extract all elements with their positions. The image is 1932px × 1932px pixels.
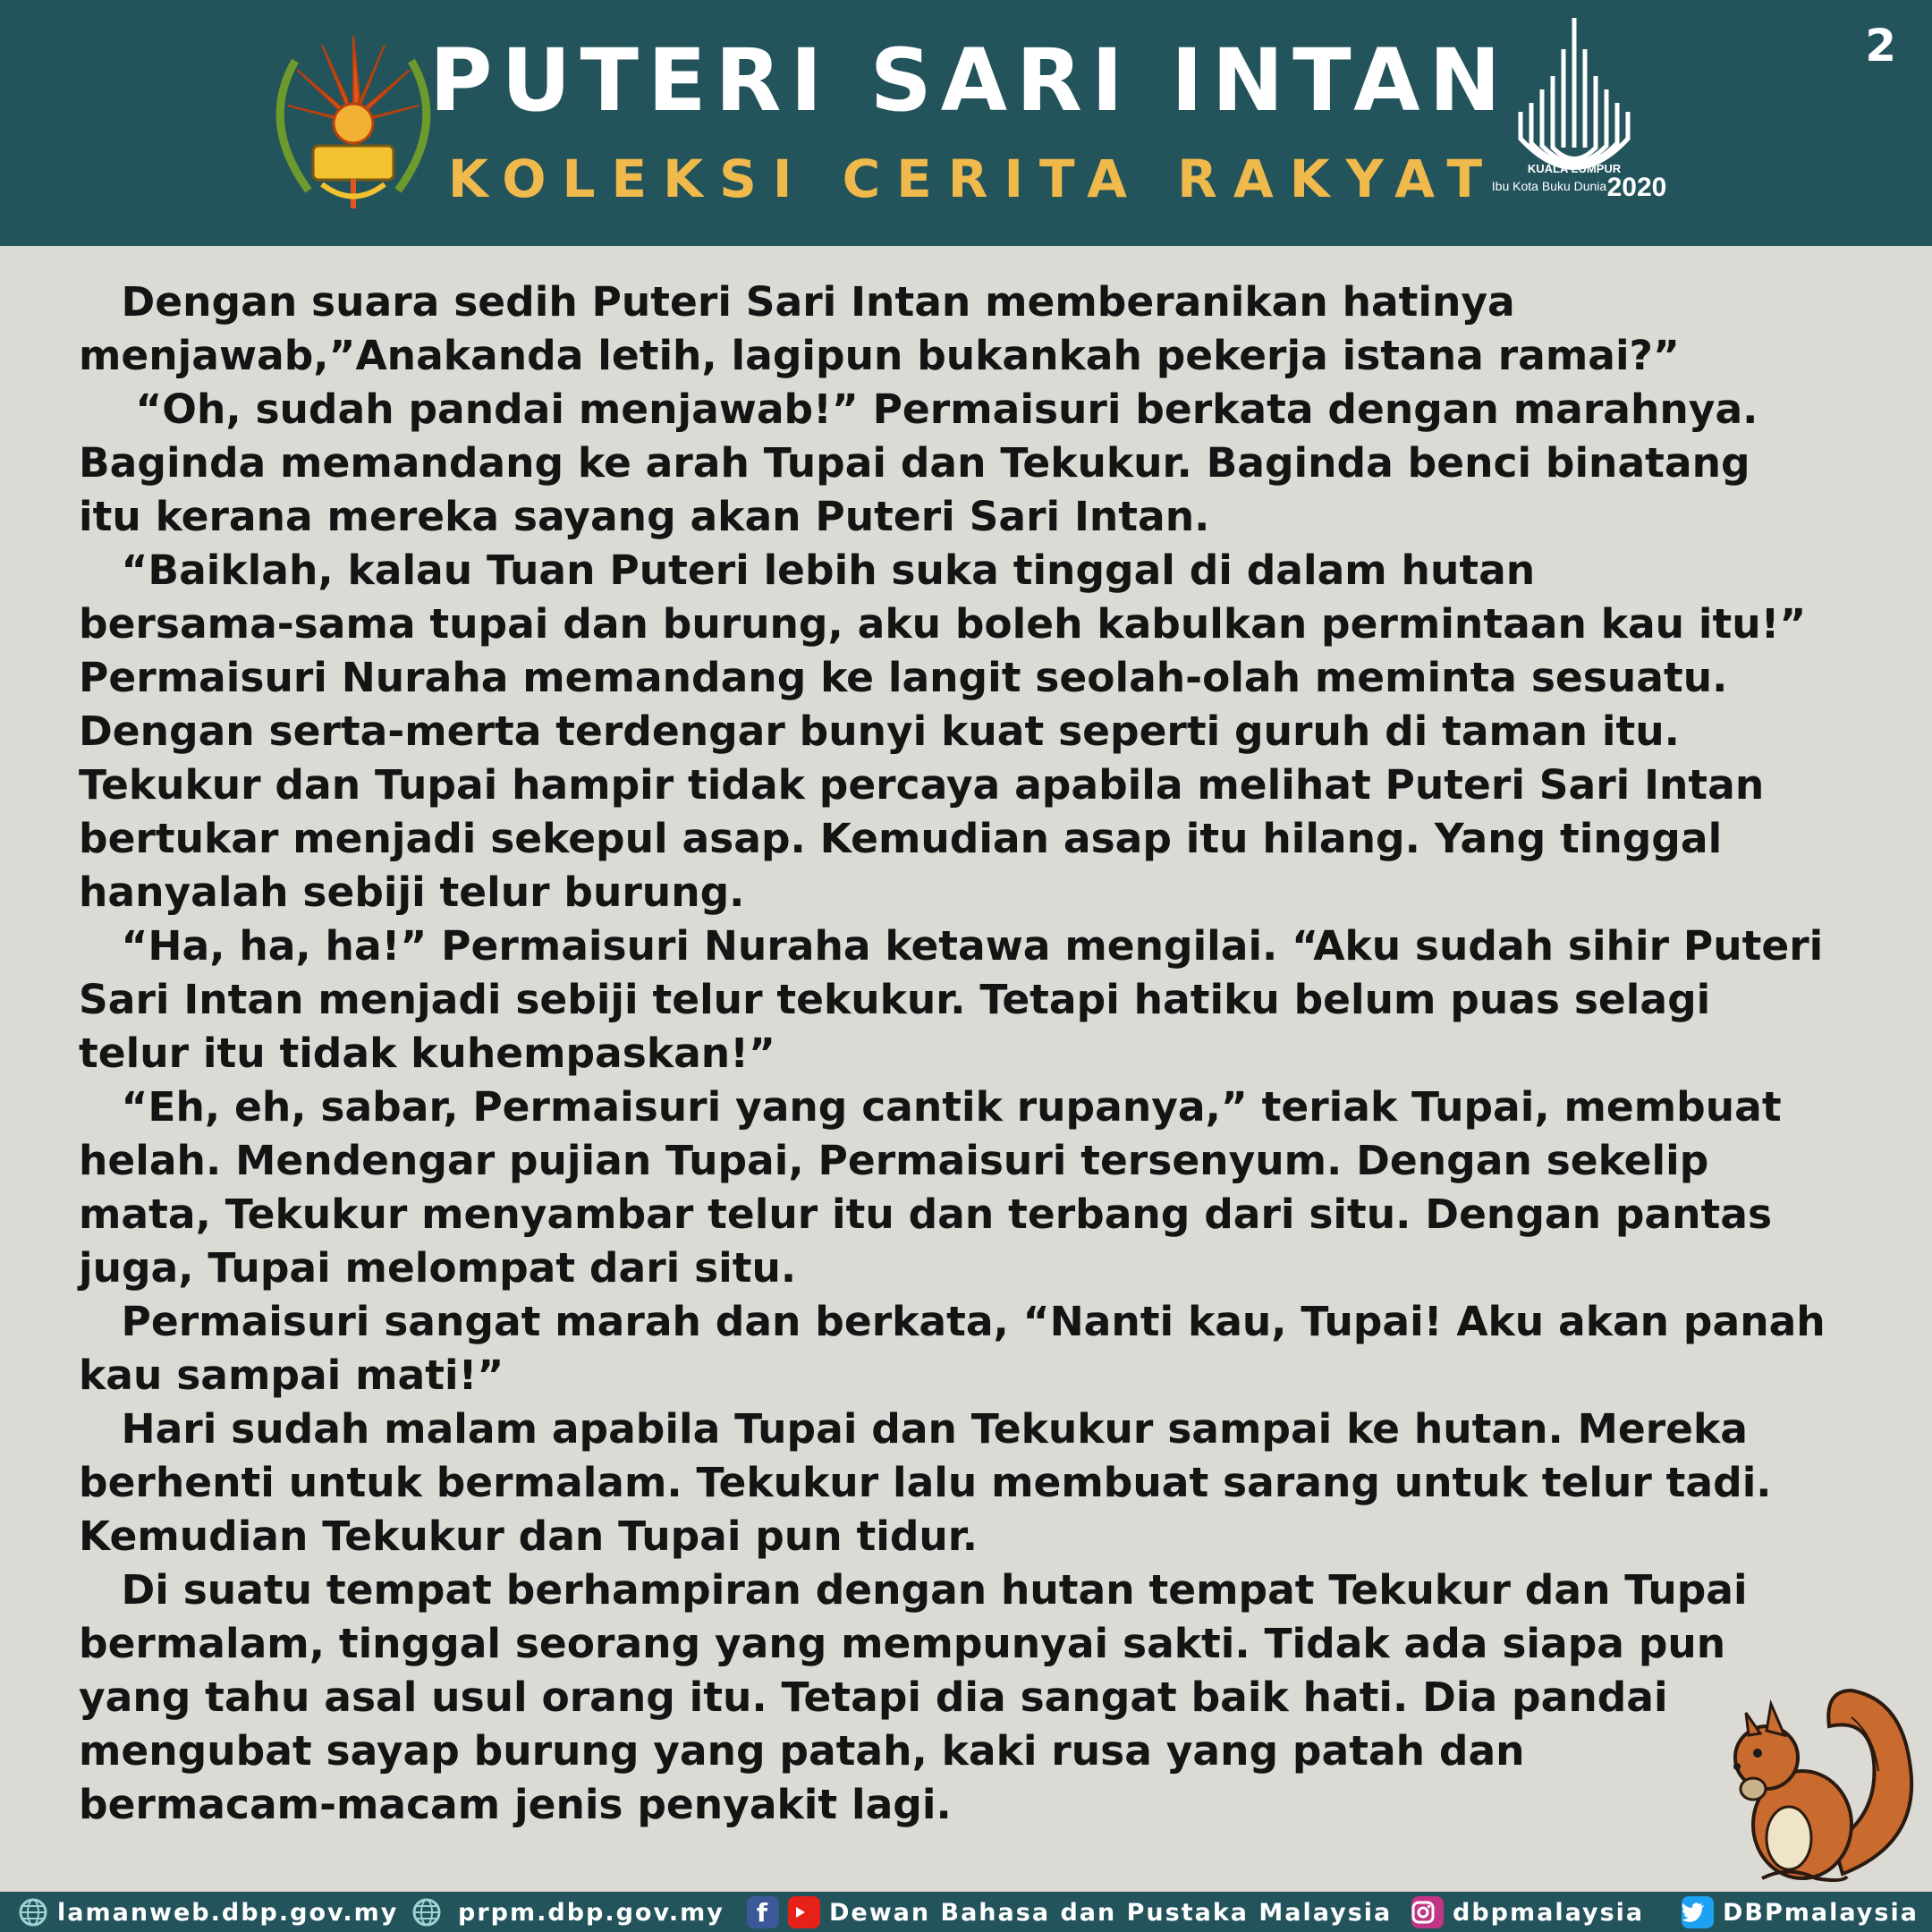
instagram-icon (1411, 1896, 1444, 1928)
youtube-icon (788, 1896, 820, 1928)
story-line: berhenti untuk bermalam. Tekukur lalu membuat sarang untuk telur tadi. (79, 1459, 1772, 1506)
footer-twitter: DBPmalaysia (1723, 1898, 1919, 1927)
footer-link-instagram[interactable] (1411, 1896, 1644, 1928)
globe-icon (411, 1897, 442, 1928)
story-line: “Ha, ha, ha!” Permaisuri Nuraha ketawa mengilai. “Aku sudah sihir Puteri (79, 922, 1824, 970)
story-line: juga, Tupai melompat dari situ. (79, 1244, 797, 1292)
story-line: mata, Tekukur menyambar telur itu dan terbang dari situ. Dengan pantas (79, 1191, 1773, 1238)
story-line: telur itu tidak kuhempaskan!” (79, 1030, 775, 1077)
footer-link-twitter[interactable] (1682, 1896, 1919, 1928)
footer-website1: lamanweb.dbp.gov.my (57, 1898, 399, 1927)
story-line: menjawab,”Anakanda letih, lagipun bukankah pekerja istana ramai?” (79, 332, 1680, 379)
page-title: PUTERI SARI INTAN (429, 30, 1510, 131)
story-line: Hari sudah malam apabila Tupai dan Tekukur sampai ke hutan. Mereka (79, 1405, 1748, 1453)
facebook-icon: f (747, 1896, 779, 1928)
story-line: Kemudian Tekukur dan Tupai pun tidur. (79, 1513, 979, 1560)
story-line: bertukar menjadi sekepul asap. Kemudian asap itu hilang. Yang tinggal (79, 815, 1723, 862)
footer-social-name: Dewan Bahasa dan Pustaka Malaysia (829, 1898, 1393, 1927)
story-line: mengubat sayap burung yang patah, kaki rusa yang patah dan (79, 1727, 1525, 1775)
kl-logo-year: 2020 (1606, 173, 1667, 202)
story-line: itu kerana mereka sayang akan Puteri Sari Intan. (79, 493, 1210, 540)
page-number: 2 (1865, 20, 1896, 72)
page-subtitle: KOLEKSI CERITA RAKYAT (447, 148, 1499, 209)
kuala-lumpur-world-book-capital-logo (1485, 13, 1677, 210)
story-line: Tekukur dan Tupai hampir tidak percaya apabila melihat Puteri Sari Intan (79, 761, 1765, 809)
story-line: yang tahu asal usul orang itu. Tetapi dia sangat baik hati. Dia pandai (79, 1674, 1668, 1721)
story-line: Sari Intan menjadi sebiji telur tekukur. Tetapi hatiku belum puas selagi (79, 976, 1711, 1023)
footer-instagram: dbpmalaysia (1453, 1898, 1645, 1927)
story-line: bermacam-macam jenis penyakit lagi. (79, 1781, 952, 1828)
story-line: bersama-sama tupai dan burung, aku boleh kabulkan permintaan kau itu!” (79, 600, 1807, 648)
globe-icon (18, 1897, 48, 1928)
footer-link-lamanweb[interactable] (18, 1896, 398, 1928)
footer-link-facebook-youtube[interactable] (747, 1896, 1392, 1928)
twitter-icon (1682, 1896, 1714, 1928)
footer-link-prpm[interactable] (411, 1896, 724, 1928)
story-line: “Baiklah, kalau Tuan Puteri lebih suka tinggal di dalam hutan (79, 547, 1536, 594)
story-line: Dengan suara sedih Puteri Sari Intan memberanikan hatinya (79, 278, 1515, 326)
story-line: Baginda memandang ke arah Tupai dan Tekukur. Baginda benci binatang (79, 439, 1750, 487)
story-line: helah. Mendengar pujian Tupai, Permaisuri tersenyum. Dengan sekelip (79, 1137, 1709, 1184)
kl-logo-line1: KUALA LUMPUR (1527, 162, 1622, 175)
story-body (79, 275, 1868, 1832)
story-line: Dengan serta-merta terdengar bunyi kuat seperti guruh di taman itu. (79, 708, 1680, 755)
story-line: “Eh, eh, sabar, Permaisuri yang cantik rupanya,” teriak Tupai, membuat (79, 1083, 1782, 1131)
story-line: Permaisuri Nuraha memandang ke langit seolah-olah meminta sesuatu. (79, 654, 1728, 701)
footer-website2: prpm.dbp.gov.my (458, 1898, 724, 1927)
story-line: kau sampai mati!” (79, 1352, 504, 1399)
story-line: hanyalah sebiji telur burung. (79, 869, 745, 916)
squirrel-illustration (1717, 1664, 1923, 1887)
story-line: Permaisuri sangat marah dan berkata, “Nanti kau, Tupai! Aku akan panah (79, 1298, 1826, 1345)
story-line: Di suatu tempat berhampiran dengan hutan tempat Tekukur dan Tupai (79, 1566, 1748, 1614)
story-line: “Oh, sudah pandai menjawab!” Permaisuri berkata dengan marahnya. (79, 386, 1758, 433)
story-line: bermalam, tinggal seorang yang mempunyai sakti. Tidak ada siapa pun (79, 1620, 1726, 1667)
kl-logo-line2: Ibu Kota Buku Dunia (1491, 179, 1607, 193)
